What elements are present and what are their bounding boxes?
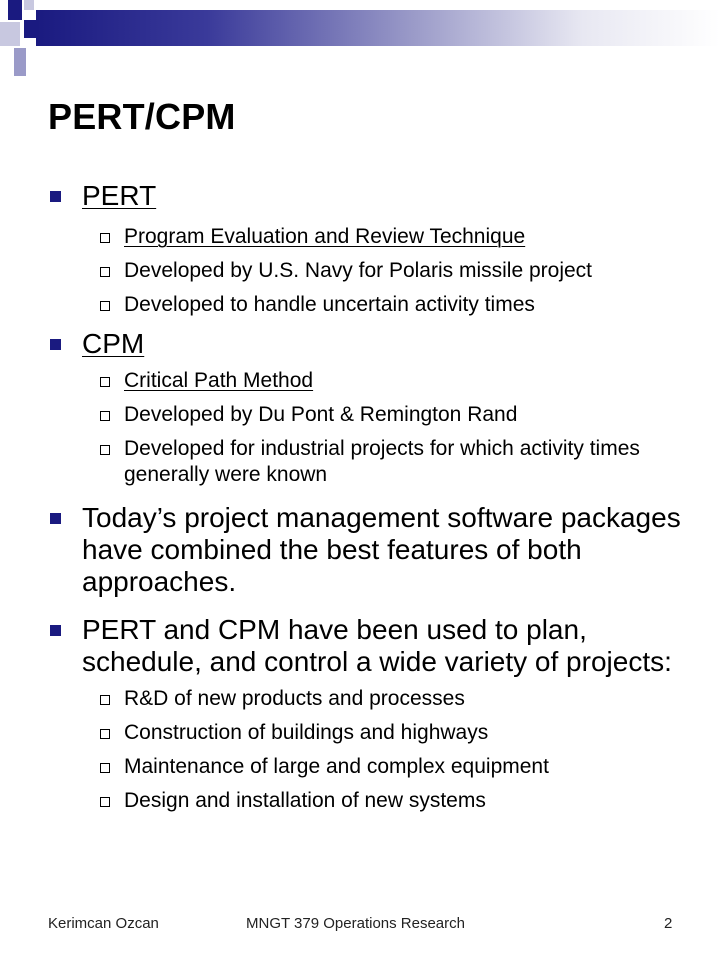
sub-bullet: Developed by Du Pont & Remington Rand [48, 402, 688, 428]
deco-square [14, 48, 26, 76]
bullet-cpm: CPM [48, 328, 688, 360]
header-decoration [0, 0, 720, 80]
footer-course: MNGT 379 Operations Research [246, 915, 465, 932]
sub-bullet: Maintenance of large and complex equipment [48, 754, 688, 780]
bullet-software: Today’s project management software packages have combined the best features of both approaches. [48, 502, 688, 598]
deco-square [24, 20, 36, 38]
bullet-applications: PERT and CPM have been used to plan, schedule, and control a wide variety of projects: [48, 614, 688, 678]
sub-bullet: Construction of buildings and highways [48, 720, 688, 746]
sub-bullet: Design and installation of new systems [48, 788, 688, 814]
footer-page-number: 2 [664, 915, 673, 932]
slide-content [48, 180, 688, 814]
sub-bullet: Developed by U.S. Navy for Polaris missile project [48, 258, 688, 284]
deco-square [24, 0, 34, 10]
header-gradient-bar [36, 10, 720, 46]
sub-bullet: R&D of new products and processes [48, 686, 688, 712]
deco-square [8, 0, 22, 20]
footer-author: Kerimcan Ozcan [48, 915, 159, 932]
sub-bullet: Program Evaluation and Review Technique [48, 224, 688, 250]
sub-bullet: Developed for industrial projects for which activity times generally were known [48, 436, 688, 488]
bullet-pert: PERT [48, 180, 688, 212]
slide-title: PERT/CPM [48, 96, 236, 137]
sub-bullet: Developed to handle uncertain activity times [48, 292, 688, 318]
deco-square [0, 22, 20, 46]
sub-bullet: Critical Path Method [48, 368, 688, 394]
